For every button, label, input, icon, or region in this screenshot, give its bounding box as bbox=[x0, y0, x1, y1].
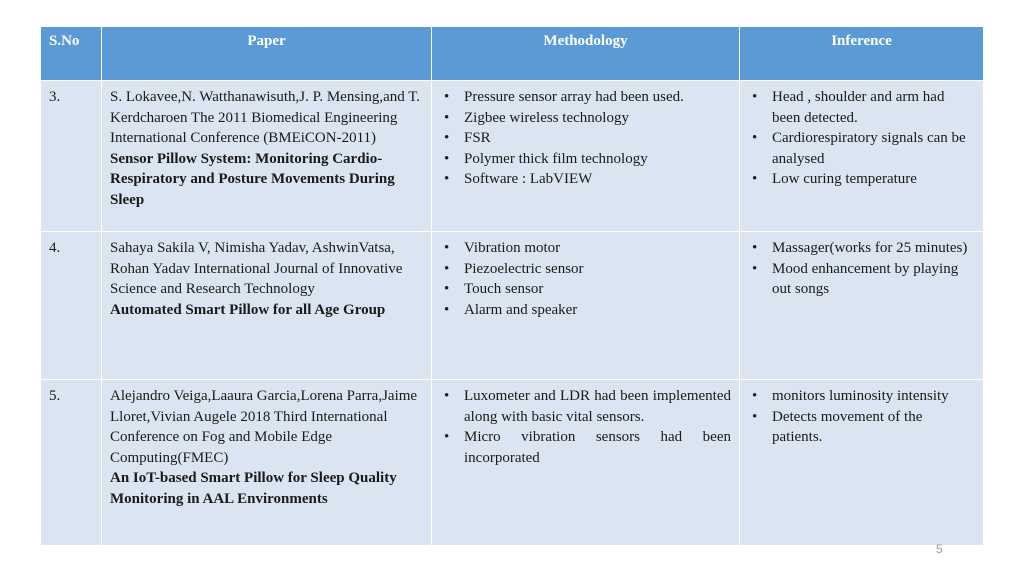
list-item: • Massager(works for 25 minutes) bbox=[748, 238, 975, 259]
paper-authors: Alejandro Veiga,Laaura Garcia,Lorena Parra,Jaime Lloret,Vivian Augele 2018 Third International Conference on Fog and Mobile Edge Computing(FMEC) bbox=[110, 388, 418, 466]
methodology-cell bbox=[432, 81, 740, 232]
header-row bbox=[41, 27, 984, 81]
inference-list bbox=[748, 238, 975, 300]
list-item: • Head , shoulder and arm had been detected. bbox=[748, 87, 975, 128]
list-item: • Detects movement of the patients. bbox=[748, 407, 975, 448]
paper-authors: S. Lokavee,N. Watthanawisuth,J. P. Mensing,and T. Kerdcharoen The 2011 Biomedical Engineering International Conference (BMEiCON-2011) bbox=[110, 89, 421, 146]
header-sno: S.No bbox=[41, 27, 102, 81]
table-row bbox=[41, 81, 984, 232]
header-methodology: Methodology bbox=[432, 27, 740, 81]
paper-cell bbox=[102, 232, 432, 380]
slide-number: 5 bbox=[936, 542, 943, 556]
list-item: • Software : LabVIEW bbox=[440, 169, 731, 190]
inference-list bbox=[748, 386, 975, 448]
paper-title: Automated Smart Pillow for all Age Group bbox=[110, 301, 386, 318]
list-item: • Piezoelectric sensor bbox=[440, 259, 731, 280]
inference-list bbox=[748, 87, 975, 190]
paper-cell bbox=[102, 380, 432, 546]
sno-cell: 4. bbox=[41, 232, 102, 380]
inference-cell bbox=[740, 380, 984, 546]
list-item: • Vibration motor bbox=[440, 238, 731, 259]
sno-cell: 5. bbox=[41, 380, 102, 546]
methodology-list bbox=[440, 87, 731, 190]
methodology-list bbox=[440, 386, 731, 468]
paper-authors: Sahaya Sakila V, Nimisha Yadav, AshwinVatsa, Rohan Yadav International Journal of Innovative Science and Research Technology bbox=[110, 240, 403, 297]
list-item: • Pressure sensor array had been used. bbox=[440, 87, 731, 108]
paper-title: An IoT-based Smart Pillow for Sleep Quality Monitoring in AAL Environments bbox=[110, 470, 397, 507]
paper-cell bbox=[102, 81, 432, 232]
list-item: • Mood enhancement by playing out songs bbox=[748, 259, 975, 300]
list-item: • Touch sensor bbox=[440, 279, 731, 300]
table-row bbox=[41, 232, 984, 380]
table-row bbox=[41, 380, 984, 546]
inference-cell bbox=[740, 81, 984, 232]
header-paper: Paper bbox=[102, 27, 432, 81]
methodology-cell bbox=[432, 380, 740, 546]
literature-survey-table bbox=[40, 26, 984, 546]
inference-cell bbox=[740, 232, 984, 380]
methodology-cell bbox=[432, 232, 740, 380]
sno-cell: 3. bbox=[41, 81, 102, 232]
list-item: • Low curing temperature bbox=[748, 169, 975, 190]
list-item: • FSR bbox=[440, 128, 731, 149]
list-item: • monitors luminosity intensity bbox=[748, 386, 975, 407]
list-item: • Micro vibration sensors had been incorporated bbox=[440, 427, 731, 468]
paper-title: Sensor Pillow System: Monitoring Cardio-Respiratory and Posture Movements During Sleep bbox=[110, 150, 395, 208]
list-item: • Polymer thick film technology bbox=[440, 149, 731, 170]
list-item: • Alarm and speaker bbox=[440, 300, 731, 321]
list-item: • Cardiorespiratory signals can be analysed bbox=[748, 128, 975, 169]
header-inference: Inference bbox=[740, 27, 984, 81]
list-item: • Luxometer and LDR had been implemented along with basic vital sensors. bbox=[440, 386, 731, 427]
methodology-list bbox=[440, 238, 731, 320]
list-item: • Zigbee wireless technology bbox=[440, 108, 731, 129]
